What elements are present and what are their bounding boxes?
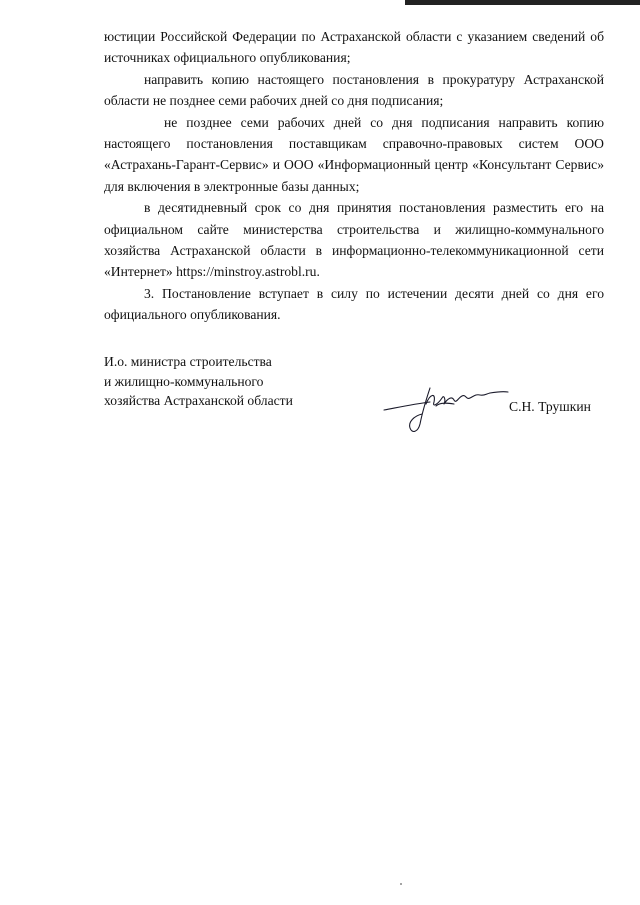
position-line: хозяйства Астраханской области [104, 393, 293, 408]
signer-name: С.Н. Трушкин [509, 399, 591, 414]
position-line: и жилищно-коммунального [104, 373, 264, 389]
paragraph-prosecutor: направить копию настоящего постановления в прокуратуру Астраханской области не позднее семи рабочих дней со дня подписания; [104, 71, 604, 109]
paragraph-continuation: юстиции Российской Федерации по Астраханской области с указанием сведений об источниках официального опубликования; [104, 29, 604, 66]
paragraph-website: в десятидневный срок со дня принятия постановления разместить его на официальном сайте министерства строительства и жилищно-коммунального хозяйства Астраханской области в информационно-телекоммуникационной сети «Интернет» https://minstroy.astrobl.ru. [104, 200, 604, 280]
paragraph-legal-systems: не позднее семи рабочих дней со дня подписания направить копию настоящего постановления поставщикам справочно-правовых систем ООО «Астрахань-Гарант-Сервис» и ООО «Информационный центр «Консультант Сервис» для включения в электронные базы данных; [104, 114, 604, 194]
paragraph-effective-date: 3. Постановление вступает в силу по истечении десяти дней со дня его официального опубликования. [104, 285, 604, 323]
scan-speck [400, 883, 402, 885]
top-edge-rule [405, 0, 640, 5]
document-body [104, 26, 604, 326]
signatory-position [104, 352, 293, 411]
position-line: И.о. министра строительства [104, 354, 272, 369]
handwritten-signature [380, 380, 520, 436]
